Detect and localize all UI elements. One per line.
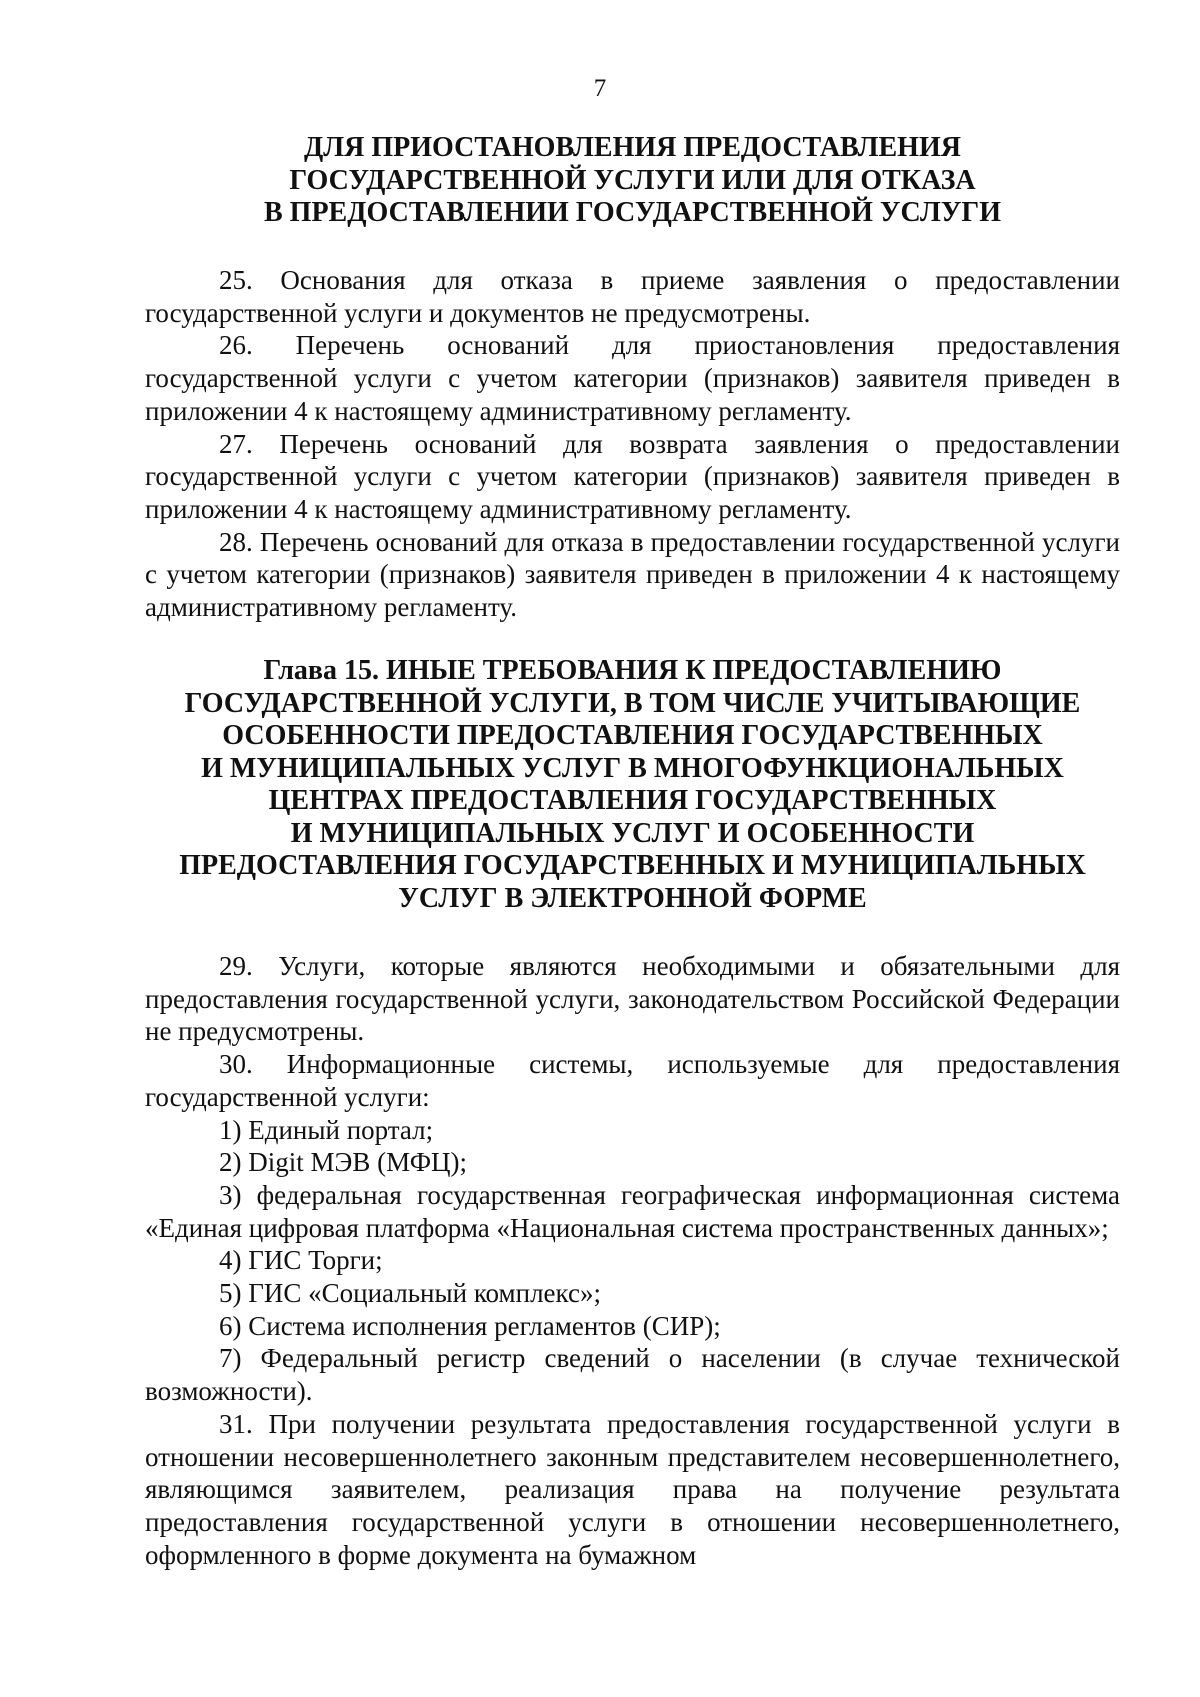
- chapter-15-heading: [145, 655, 1120, 915]
- heading-line: ЦЕНТРАХ ПРЕДОСТАВЛЕНИЯ ГОСУДАРСТВЕННЫХ: [268, 785, 997, 816]
- paragraph-30: 30. Информационные системы, используемые для предоставления государственной услуги:: [145, 1049, 1120, 1112]
- page-number: 7: [593, 75, 607, 102]
- heading-line: В ПРЕДОСТАВЛЕНИИ ГОСУДАРСТВЕННОЙ УСЛУГИ: [263, 197, 1001, 228]
- paragraph-29: 29. Услуги, которые являются необходимыми и обязательными для предоставления государственной услуги, законодательством Российской Федерации не предусмотрены.: [145, 951, 1120, 1047]
- heading-line: Глава 15. ИНЫЕ ТРЕБОВАНИЯ К ПРЕДОСТАВЛЕНИЮ: [263, 655, 1002, 686]
- list-item-sir: 6) Система исполнения регламентов (СИР);: [219, 1310, 721, 1341]
- chapter-15-body: [145, 950, 1120, 1571]
- heading-line: ДЛЯ ПРИОСТАНОВЛЕНИЯ ПРЕДОСТАВЛЕНИЯ: [304, 132, 961, 163]
- paragraph-28: 28. Перечень оснований для отказа в предоставлении государственной услуги с учетом категории (признаков) заявителя приведен в приложении 4 к настоящему административному регламенту.: [145, 526, 1120, 623]
- list-item-unified-portal: 1) Единый портал;: [219, 1114, 434, 1145]
- heading-line: УСЛУГ В ЭЛЕКТРОННОЙ ФОРМЕ: [398, 882, 867, 914]
- list-item-gis-social-complex: 5) ГИС «Социальный комплекс»;: [219, 1278, 601, 1309]
- paragraph-26: 26. Перечень оснований для приостановления предоставления государственной услуги с учетом категории (признаков) заявителя приведен в приложении 4 к настоящему административному регламенту.: [145, 330, 1120, 426]
- paragraph-25: 25. Основания для отказа в приеме заявления о предоставлении государственной услуги и документов не предусмотрены.: [145, 265, 1120, 328]
- heading-line: ГОСУДАРСТВЕННОЙ УСЛУГИ, В ТОМ ЧИСЛЕ УЧИТЫВАЮЩИЕ: [184, 687, 1081, 719]
- list-item-gis-torgi: 4) ГИС Торги;: [219, 1245, 383, 1276]
- heading-line: И МУНИЦИПАЛЬНЫХ УСЛУГ И ОСОБЕННОСТИ: [290, 817, 975, 849]
- heading-line: И МУНИЦИПАЛЬНЫХ УСЛУГ В МНОГОФУНКЦИОНАЛЬНЫХ: [201, 752, 1064, 784]
- section-heading-suspension-refusal: [145, 132, 1120, 230]
- paragraph-31: 31. При получении результата предоставления государственной услуги в отношении несовершеннолетнего законным представителем несовершеннолетнего, являющимся заявителем, реализация права на получение результата предоставления государственной услуги в отношении несовершеннолетнего, оформленного в форме документа на бумажном: [145, 1408, 1120, 1570]
- heading-line: ПРЕДОСТАВЛЕНИЯ ГОСУДАРСТВЕННЫХ И МУНИЦИПАЛЬНЫХ: [179, 850, 1086, 881]
- list-item-geoinformation-system: 3) федеральная государственная географическая информационная система «Единая цифровая платформа «Национальная система пространственных данных»;: [145, 1179, 1120, 1243]
- heading-line: ОСОБЕННОСТИ ПРЕДОСТАВЛЕНИЯ ГОСУДАРСТВЕННЫХ: [222, 720, 1043, 751]
- list-item-population-register: 7) Федеральный регистр сведений о населении (в случае технической возможности).: [145, 1343, 1120, 1407]
- list-item-digit-mev: 2) Digit МЭВ (МФЦ);: [219, 1147, 468, 1178]
- paragraph-27: 27. Перечень оснований для возврата заявления о предоставлении государственной услуги с учетом категории (признаков) заявителя приведен в приложении 4 к настоящему административному регламенту.: [145, 428, 1120, 524]
- section-body-grounds: [145, 264, 1120, 624]
- heading-line: ГОСУДАРСТВЕННОЙ УСЛУГИ ИЛИ ДЛЯ ОТКАЗА: [289, 164, 976, 196]
